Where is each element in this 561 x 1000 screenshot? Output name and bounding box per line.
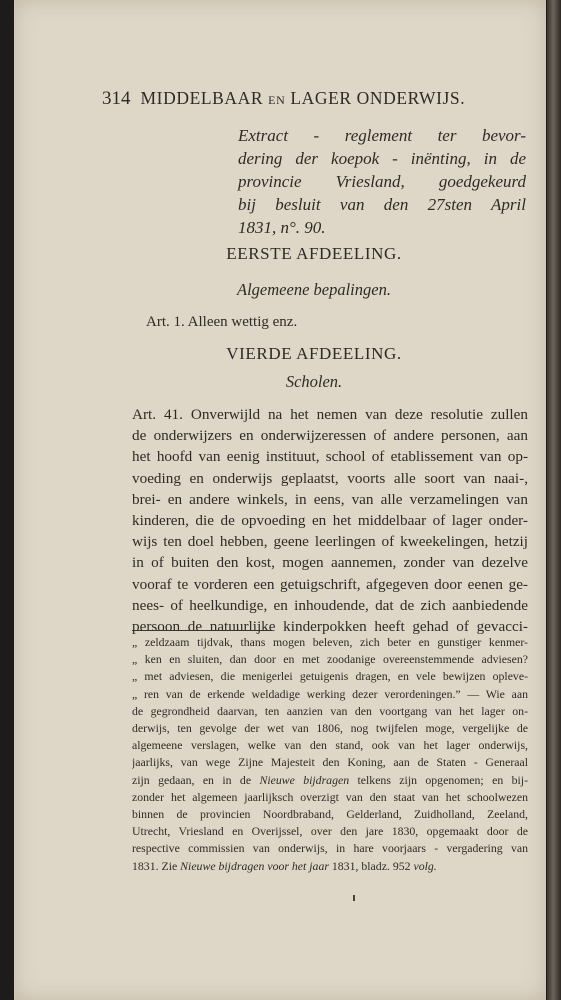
- footnote: [132, 634, 528, 875]
- section-heading-eerste: EERSTE AFDEELING.: [226, 244, 402, 263]
- footnote-line: 1831. Zie Nieuwe bijdragen voor het jaar 1831, bladz. 952 volg.: [132, 858, 437, 873]
- footnote-line: „ met adviesen, die menigerlei getuigenis dragen, en vele bewijzen opleve-: [132, 669, 528, 684]
- footnote-line: „ ren van de erkende weldadige werking dezer verordeningen.” — Wie aan: [132, 686, 528, 701]
- body-line: de onderwijzers en onderwijzeressen of andere personen, aan: [132, 427, 528, 445]
- running-head-part2: LAGER ONDERWIJS.: [290, 88, 466, 108]
- footnote-line: derwijs, ten gevolge der wet van 1806, nog twijfelen moge, vergelijke de: [132, 721, 528, 736]
- page-number: 314: [102, 88, 131, 109]
- section-subheading-algemeene: Algemeene bepalingen.: [237, 280, 391, 299]
- section-heading-vierde: VIERDE AFDEELING.: [226, 344, 402, 363]
- running-head-conj: EN: [268, 93, 286, 107]
- article-41-text: [132, 404, 528, 637]
- body-line: in of buiten den kost, mogen aannemen, zonder van dezelve: [132, 554, 528, 572]
- footnote-line: zonder het algemeen jaarlijksch overzigt van den staat van het schoolwezen: [132, 789, 528, 804]
- section-subheading-scholen: Scholen.: [285, 372, 343, 391]
- title-line: Extract - reglement ter bevor-: [238, 126, 526, 145]
- footnote-line: „ zeldzaam tijdvak, thans mogen beleven, zich beter en gunstiger kenmer-: [132, 635, 528, 649]
- footnote-line: zijn gedaan, en in de Nieuwe bijdragen telkens zijn opgenomen; en bij-: [132, 772, 528, 787]
- body-line: wijs ten doel hebben, geene leerlingen of kweekelingen, hetzij: [132, 533, 528, 551]
- footnote-line: binnen de provincien Noordbraband, Gelderland, Zuidholland, Zeeland,: [132, 807, 528, 822]
- footnote-line: de gegrondheid daarvan, ten aanzien van den voortgang van het lager on-: [132, 703, 528, 718]
- running-head-part1: MIDDELBAAR: [140, 88, 264, 108]
- regulation-title: [238, 124, 526, 239]
- footnote-line: Utrecht, Vriesland en Overijssel, over den jare 1830, opgemaakt door de: [132, 824, 528, 839]
- title-line: 1831, n°. 90.: [238, 218, 326, 237]
- body-line: persoon de natuurlijke kinderpokken heeft gehad of gevacci-: [132, 618, 528, 636]
- title-line: dering der koepok - inënting, in de: [238, 149, 526, 168]
- body-line: kinderen, die de opvoeding en het middelbaar of lager onder-: [132, 512, 528, 530]
- book-page: [14, 0, 546, 1000]
- body-line: nees- of heelkundige, en inhoudende, dat de zich aanbiedende: [132, 596, 528, 614]
- page-header: [102, 88, 492, 110]
- paper-speck: [353, 895, 355, 901]
- book-spine: [547, 0, 561, 1000]
- footnote-rule: [132, 630, 272, 631]
- body-line: voeding en onderwijs geplaatst, voorts alle soort van naai-,: [132, 469, 528, 487]
- title-line: provincie Vriesland, goedgekeurd: [238, 172, 526, 191]
- body-line: het hoofd van eenig instituut, school of etablissement van op-: [132, 448, 528, 466]
- title-line: bij besluit van den 27sten April: [238, 195, 526, 214]
- footnote-line: „ ken en sluiten, dan door en met zoodanige overeenstemmende adviesen?: [132, 652, 528, 667]
- running-head: [141, 88, 466, 109]
- body-line: brei- en andere winkels, in eens, van alle verzamelingen van: [132, 490, 528, 508]
- footnote-line: jaarlijks, van wege Zijne Majesteit den Koning, aan de Staten - Generaal: [132, 755, 528, 770]
- article-1: Art. 1. Alleen wettig enz.: [146, 314, 298, 330]
- body-line: vooraf te vorderen een getuigschrift, afgegeven door eenen ge-: [132, 575, 528, 593]
- body-line: Art. 41. Onverwijld na het nemen van deze resolutie zullen: [132, 406, 528, 423]
- footnote-line: algemeene verslagen, welke van den stand, ook van het lager onderwijs,: [132, 738, 528, 753]
- footnote-line: respective commissien van onderwijs, in hare voorjaars - vergadering van: [132, 841, 528, 856]
